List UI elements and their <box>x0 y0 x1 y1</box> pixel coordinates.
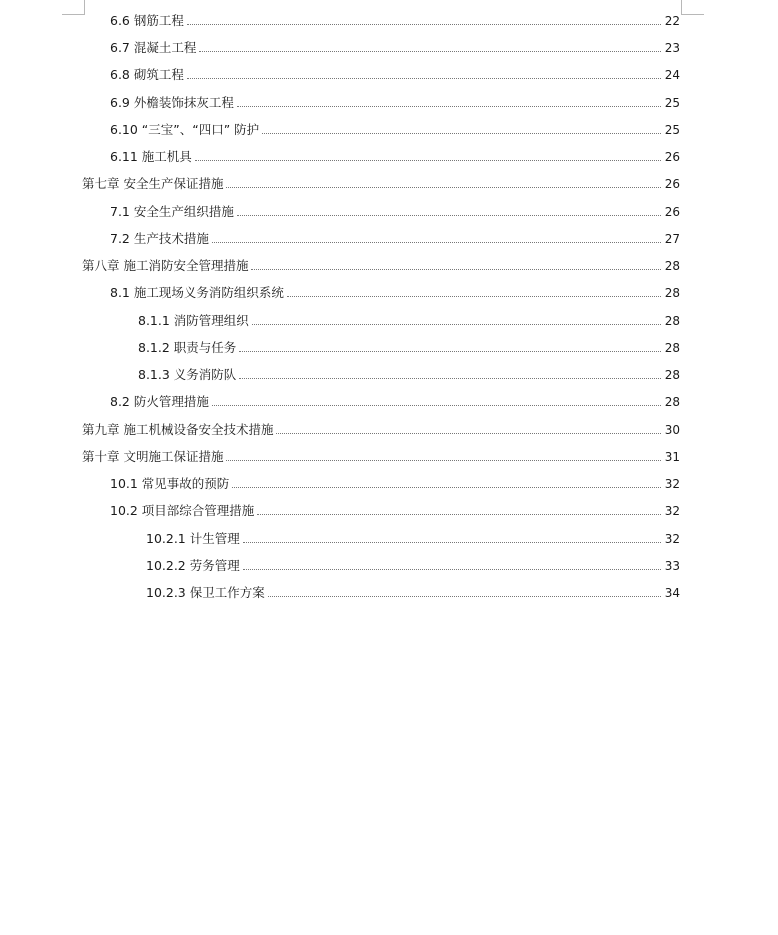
toc-entry-label: 10.1 常见事故的预防 <box>110 476 230 491</box>
toc-dot-leader <box>232 487 661 488</box>
toc-dot-leader <box>237 106 661 107</box>
toc-page-number: 32 <box>664 504 680 518</box>
toc-dot-leader <box>187 24 661 25</box>
toc-dot-leader <box>212 242 661 243</box>
toc-page-number: 24 <box>664 68 680 82</box>
toc-chapter-entry[interactable] <box>82 254 680 274</box>
toc-dot-leader <box>243 542 661 543</box>
toc-entry[interactable] <box>110 200 680 220</box>
toc-entry-label: 8.1.3 义务消防队 <box>138 367 237 382</box>
toc-page-number: 34 <box>664 586 680 600</box>
toc-entry-label: 第八章 施工消防安全管理措施 <box>82 258 249 273</box>
toc-dot-leader <box>262 133 661 134</box>
toc-dot-leader <box>226 187 661 188</box>
toc-dot-leader <box>212 405 661 406</box>
toc-entry-label: 10.2.1 计生管理 <box>146 531 240 546</box>
toc-page-number: 32 <box>664 477 680 491</box>
toc-subentry[interactable] <box>146 581 680 601</box>
toc-page-number: 28 <box>664 368 680 382</box>
toc-chapter-entry[interactable] <box>82 172 680 192</box>
toc-entry-label: 第九章 施工机械设备安全技术措施 <box>82 422 274 437</box>
toc-entry-label: 8.1.1 消防管理组织 <box>138 313 249 328</box>
toc-entry-label: 10.2.3 保卫工作方案 <box>146 585 265 600</box>
toc-page-number: 33 <box>664 559 680 573</box>
toc-page-number: 27 <box>664 232 680 246</box>
toc-page-number: 26 <box>664 205 680 219</box>
toc-dot-leader <box>243 569 661 570</box>
toc-page-number: 25 <box>664 123 680 137</box>
toc-dot-leader <box>187 78 661 79</box>
toc-entry-label: 6.7 混凝土工程 <box>110 40 197 55</box>
toc-dot-leader <box>287 296 661 297</box>
toc-entry-label: 8.2 防火管理措施 <box>110 394 209 409</box>
toc-page-number: 28 <box>664 341 680 355</box>
toc-entry-label: 7.2 生产技术措施 <box>110 231 209 246</box>
toc-dot-leader <box>268 596 661 597</box>
toc-chapter-entry[interactable] <box>82 418 680 438</box>
toc-entry-label: 第七章 安全生产保证措施 <box>82 176 224 191</box>
toc-entry[interactable] <box>110 227 680 247</box>
toc-page-number: 31 <box>664 450 680 464</box>
toc-page-number: 28 <box>664 286 680 300</box>
toc-page-number: 26 <box>664 177 680 191</box>
toc-dot-leader <box>239 378 661 379</box>
toc-dot-leader <box>257 514 661 515</box>
toc-chapter-entry[interactable] <box>82 445 680 465</box>
toc-entry-label: 6.9 外檐装饰抹灰工程 <box>110 95 234 110</box>
toc-entry-label: 6.6 钢筋工程 <box>110 13 184 28</box>
toc-entry-label: 10.2 项目部综合管理措施 <box>110 503 255 518</box>
toc-dot-leader <box>251 269 661 270</box>
toc-dot-leader <box>226 460 661 461</box>
toc-entry[interactable] <box>110 36 680 56</box>
toc-entry-label: 第十章 文明施工保证措施 <box>82 449 224 464</box>
toc-page-number: 23 <box>664 41 680 55</box>
toc-entry-label: 6.10 “三宝”、“四口” 防护 <box>110 122 260 137</box>
toc-entry[interactable] <box>110 63 680 83</box>
toc-page-number: 22 <box>664 14 680 28</box>
toc-dot-leader <box>199 51 661 52</box>
toc-dot-leader <box>237 215 661 216</box>
page-corner-mark-right <box>681 0 704 15</box>
toc-entry-label: 6.11 施工机具 <box>110 149 192 164</box>
toc-page-number: 32 <box>664 532 680 546</box>
toc-page-number: 30 <box>664 423 680 437</box>
toc-subentry[interactable] <box>138 363 680 383</box>
toc-entry-label: 7.1 安全生产组织措施 <box>110 204 234 219</box>
toc-entry[interactable] <box>110 91 680 111</box>
toc-entry[interactable] <box>110 390 680 410</box>
toc-entry[interactable] <box>110 118 680 138</box>
toc-page-number: 28 <box>664 259 680 273</box>
toc-entry[interactable] <box>110 499 680 519</box>
toc-page-number: 28 <box>664 395 680 409</box>
toc-subentry[interactable] <box>138 309 680 329</box>
toc-page-number: 26 <box>664 150 680 164</box>
toc-dot-leader <box>239 351 661 352</box>
toc-page-number: 28 <box>664 314 680 328</box>
toc-entry-label: 8.1.2 职责与任务 <box>138 340 237 355</box>
toc-entry-label: 10.2.2 劳务管理 <box>146 558 240 573</box>
toc-subentry[interactable] <box>146 554 680 574</box>
toc-page-number: 25 <box>664 96 680 110</box>
toc-subentry[interactable] <box>146 527 680 547</box>
toc-subentry[interactable] <box>138 336 680 356</box>
toc-dot-leader <box>195 160 661 161</box>
toc-entry-label: 6.8 砌筑工程 <box>110 67 184 82</box>
toc-entry[interactable] <box>110 145 680 165</box>
toc-dot-leader <box>252 324 661 325</box>
toc-entry[interactable] <box>110 472 680 492</box>
toc-dot-leader <box>276 433 661 434</box>
toc-entry[interactable] <box>110 281 680 301</box>
page-corner-mark-left <box>62 0 85 15</box>
toc-entry[interactable] <box>110 9 680 29</box>
toc-entry-label: 8.1 施工现场义务消防组织系统 <box>110 285 284 300</box>
